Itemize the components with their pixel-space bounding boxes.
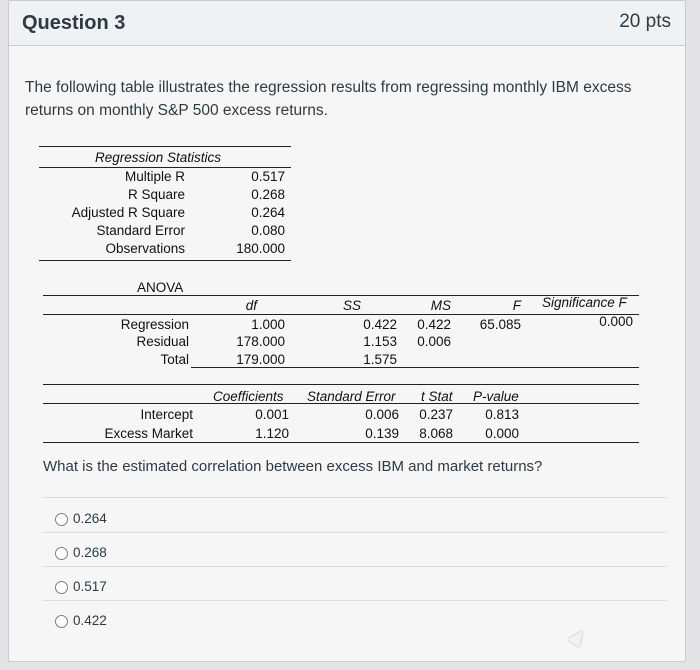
coef-header-standard-error: Standard Error xyxy=(307,389,396,404)
anova-header-ms: MS xyxy=(430,298,451,313)
answer-option[interactable] xyxy=(49,505,669,535)
question-card xyxy=(8,0,686,662)
table-rule xyxy=(43,314,639,315)
reg-stat-label: Adjusted R Square xyxy=(71,205,185,220)
anova-cell-df: 1.000 xyxy=(251,317,285,332)
question-points: 20 pts xyxy=(619,11,671,32)
anova-cell-ms: 0.422 xyxy=(417,317,451,332)
anova-cell-df: 178.000 xyxy=(236,334,285,349)
question-title: Question 3 xyxy=(22,12,126,34)
coef-header-t-stat: t Stat xyxy=(421,389,453,404)
option-divider xyxy=(43,497,667,498)
anova-header-ss: SS xyxy=(343,298,362,313)
anova-header-significance-f: Significance F xyxy=(542,295,627,310)
reg-stat-value: 0.264 xyxy=(251,205,285,220)
anova-cell-ss: 1.575 xyxy=(363,352,397,367)
radio-button[interactable] xyxy=(55,547,68,560)
option-divider xyxy=(43,600,667,601)
table-rule xyxy=(39,146,291,147)
anova-row-label: Total xyxy=(160,352,189,367)
coef-cell-t-stat: 8.068 xyxy=(419,426,453,441)
question-text: What is the estimated correlation between excess IBM and market returns? xyxy=(43,458,543,475)
reg-stat-value: 0.517 xyxy=(251,169,285,184)
table-rule xyxy=(43,442,639,443)
anova-cell-ss: 1.153 xyxy=(363,334,397,349)
table-rule xyxy=(39,167,291,168)
anova-cell-significance-f: 0.000 xyxy=(599,314,633,329)
coef-cell-p-value: 0.813 xyxy=(485,407,519,422)
reg-stat-value: 0.080 xyxy=(251,223,285,238)
anova-cell-ss: 0.422 xyxy=(363,317,397,332)
coef-cell-coefficient: 1.120 xyxy=(255,426,289,441)
answer-option-label: 0.264 xyxy=(73,511,107,526)
answer-option[interactable] xyxy=(49,573,669,603)
coef-header-coefficients: Coefficients xyxy=(213,389,284,404)
table-rule xyxy=(43,384,639,385)
anova-header-df: df xyxy=(245,298,257,313)
answer-option-label: 0.517 xyxy=(73,579,107,594)
coef-header-p-value: P-value xyxy=(473,389,519,404)
radio-button[interactable] xyxy=(55,615,68,628)
anova-cell-f: 65.085 xyxy=(479,317,521,332)
question-prompt: The following table illustrates the regression results from regressing monthly IBM excess returns on monthly S&P 500 excess returns. xyxy=(25,79,632,119)
reg-stats-title: Regression Statistics xyxy=(95,150,222,165)
anova-row-label: Residual xyxy=(136,334,189,349)
anova-row-label: Regression xyxy=(120,317,189,332)
reg-stat-label: Standard Error xyxy=(96,223,185,238)
reg-stat-value: 180.000 xyxy=(236,241,285,256)
reg-stat-label: R Square xyxy=(127,187,185,202)
table-rule xyxy=(43,403,639,404)
coef-cell-standard-error: 0.139 xyxy=(365,426,399,441)
coef-cell-t-stat: 0.237 xyxy=(419,407,453,422)
question-header xyxy=(9,1,685,46)
anova-header-f: F xyxy=(512,298,521,313)
option-divider xyxy=(43,532,667,533)
anova-cell-df: 179.000 xyxy=(236,352,285,367)
reg-stat-label: Multiple R xyxy=(124,169,185,184)
anova-cell-ms: 0.006 xyxy=(417,334,451,349)
answer-option[interactable] xyxy=(49,539,669,569)
coef-cell-p-value: 0.000 xyxy=(485,426,519,441)
option-divider xyxy=(43,566,667,567)
reg-stat-value: 0.268 xyxy=(251,187,285,202)
radio-button[interactable] xyxy=(55,581,68,594)
coef-row-label: Excess Market xyxy=(104,426,193,441)
anova-title: ANOVA xyxy=(137,280,184,295)
coef-row-label: Intercept xyxy=(140,407,193,422)
coef-cell-coefficient: 0.001 xyxy=(255,407,289,422)
reg-stat-label: Observations xyxy=(105,241,185,256)
radio-button[interactable] xyxy=(55,513,68,526)
answer-option-label: 0.422 xyxy=(73,613,107,628)
answer-option-label: 0.268 xyxy=(73,545,107,560)
table-rule xyxy=(39,260,291,261)
coef-cell-standard-error: 0.006 xyxy=(365,407,399,422)
table-rule xyxy=(191,367,639,368)
